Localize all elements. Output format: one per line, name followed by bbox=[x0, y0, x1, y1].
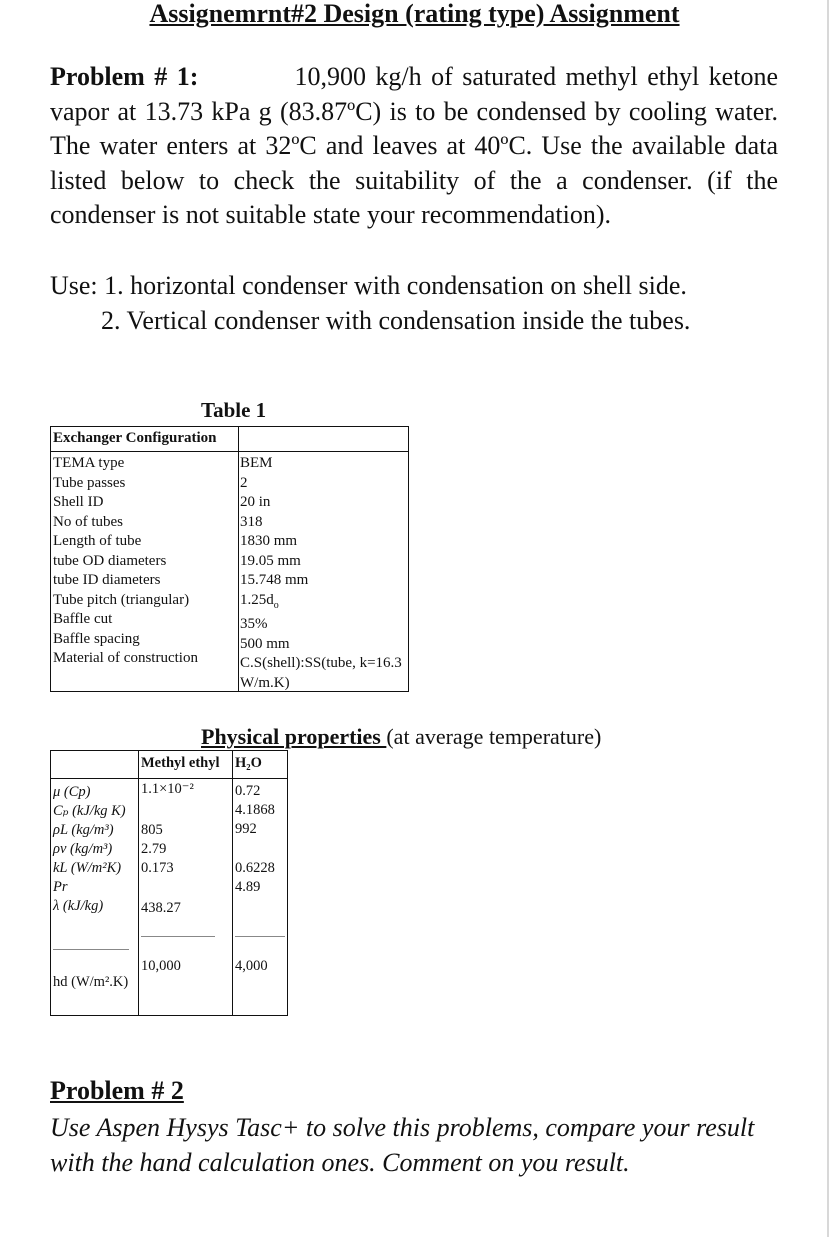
use-line-2: 2. Vertical condenser with condensation inside the tubes. bbox=[101, 306, 691, 335]
table1-header: Exchanger Configuration bbox=[53, 430, 217, 446]
problem1-text: 10,900 kg/h of saturated methyl ethyl ketone vapor at 13.73 kPa g (83.87ºC) is to be condensed by cooling water. The water enters at 32ºC and leaves at 40ºC. Use the available data listed below to check the suitability of the a condenser. (if the condenser is not suitable state your recommendation). bbox=[50, 62, 778, 230]
water-k-l: 0.6228 bbox=[235, 860, 275, 876]
problem1-paragraph bbox=[50, 60, 778, 233]
table1-label: Tube passes bbox=[53, 474, 126, 491]
mek-rho-l: 805 bbox=[141, 822, 163, 838]
label-lambda: λ (kJ/kg) bbox=[53, 898, 104, 914]
table1-value: BEM bbox=[240, 455, 273, 471]
table1-label: tube OD diameters bbox=[53, 552, 167, 569]
table1-value: 20 in bbox=[240, 494, 271, 510]
table1-values bbox=[240, 454, 410, 693]
blank-rule-mek bbox=[141, 936, 215, 937]
t2-divider-2 bbox=[232, 751, 233, 1015]
label-hd: hd (W/m².K) bbox=[53, 974, 129, 990]
table1-value: 2 bbox=[240, 474, 248, 491]
mek-mu: 1.1×10⁻² bbox=[141, 781, 194, 797]
table1-label: Baffle cut bbox=[53, 611, 113, 627]
physical-properties-table bbox=[50, 750, 288, 1016]
table1-label: Shell ID bbox=[53, 494, 104, 510]
t2-header-rule bbox=[51, 778, 287, 779]
table1-value: 318 bbox=[240, 513, 263, 530]
table1-divider bbox=[238, 427, 239, 691]
water-rho-l: 992 bbox=[235, 821, 257, 837]
physical-properties-caption bbox=[201, 724, 601, 750]
mek-rho-v: 2.79 bbox=[141, 841, 167, 857]
table1-label: Tube pitch (triangular) bbox=[53, 591, 190, 608]
label-rho-l: ρL (kg/m³) bbox=[53, 822, 114, 838]
label-cp: Cₚ (kJ/kg K) bbox=[53, 803, 126, 819]
table1-labels bbox=[53, 454, 198, 669]
table1-label: tube ID diameters bbox=[53, 572, 161, 588]
blank-rule-label bbox=[53, 949, 129, 950]
problem2-heading: Problem # 2 bbox=[50, 1076, 184, 1105]
table1-label: TEMA type bbox=[53, 455, 125, 471]
physical-caption-bold: Physical properties bbox=[201, 724, 387, 749]
table1-value-pitch: $1.25d_o$ bbox=[240, 591, 279, 611]
water-hd: 4,000 bbox=[235, 958, 268, 974]
table1-value: 1830 mm bbox=[240, 533, 298, 549]
blank-rule-water bbox=[235, 936, 285, 937]
table1-value: 15.748 mm bbox=[240, 572, 309, 588]
table1-header-rule bbox=[51, 451, 408, 452]
col-header-water: H₂O bbox=[235, 755, 262, 771]
col-header-mek: Methyl ethyl bbox=[141, 755, 220, 771]
t2-divider-1 bbox=[138, 751, 139, 1015]
water-mu: 0.72 bbox=[235, 783, 261, 799]
table1-value: 500 mm bbox=[240, 635, 290, 652]
label-pr: Pr bbox=[53, 879, 68, 895]
problem2-text: Use Aspen Hysys Tasc+ to solve this problems, compare your result with the hand calculation ones. Comment on you result. bbox=[50, 1113, 755, 1177]
page-title: Assignemrnt#2 Design (rating type) Assignment bbox=[149, 0, 680, 28]
physical-caption-rest: (at average temperature) bbox=[386, 724, 602, 749]
label-mu: μ (Cp) bbox=[53, 784, 91, 800]
table1-label: No of tubes bbox=[53, 513, 123, 530]
property-labels bbox=[53, 783, 126, 916]
table1-caption: Table 1 bbox=[201, 398, 267, 422]
label-k-l: kL (W/m²K) bbox=[53, 860, 122, 876]
table1-value: 19.05 mm bbox=[240, 552, 301, 569]
use-line-1: Use: 1. horizontal condenser with condensation on shell side. bbox=[50, 271, 687, 300]
table1-label: Baffle spacing bbox=[53, 630, 140, 647]
mek-lambda: 438.27 bbox=[141, 900, 181, 916]
table1 bbox=[50, 426, 409, 692]
water-pr: 4.89 bbox=[235, 879, 261, 895]
mek-hd: 10,000 bbox=[141, 958, 181, 974]
table1-value: 35% bbox=[240, 616, 268, 632]
problem1-label: Problem # 1: bbox=[50, 62, 199, 91]
table1-value: C.S(shell):SS(tube, k=16.3 W/m.K) bbox=[240, 655, 402, 691]
label-rho-v: ρv (kg/m³) bbox=[53, 841, 113, 857]
water-cp: 4.1868 bbox=[235, 802, 275, 818]
table1-label: Length of tube bbox=[53, 533, 142, 549]
table1-label: Material of construction bbox=[53, 650, 198, 666]
mek-k-l: 0.173 bbox=[141, 860, 174, 876]
